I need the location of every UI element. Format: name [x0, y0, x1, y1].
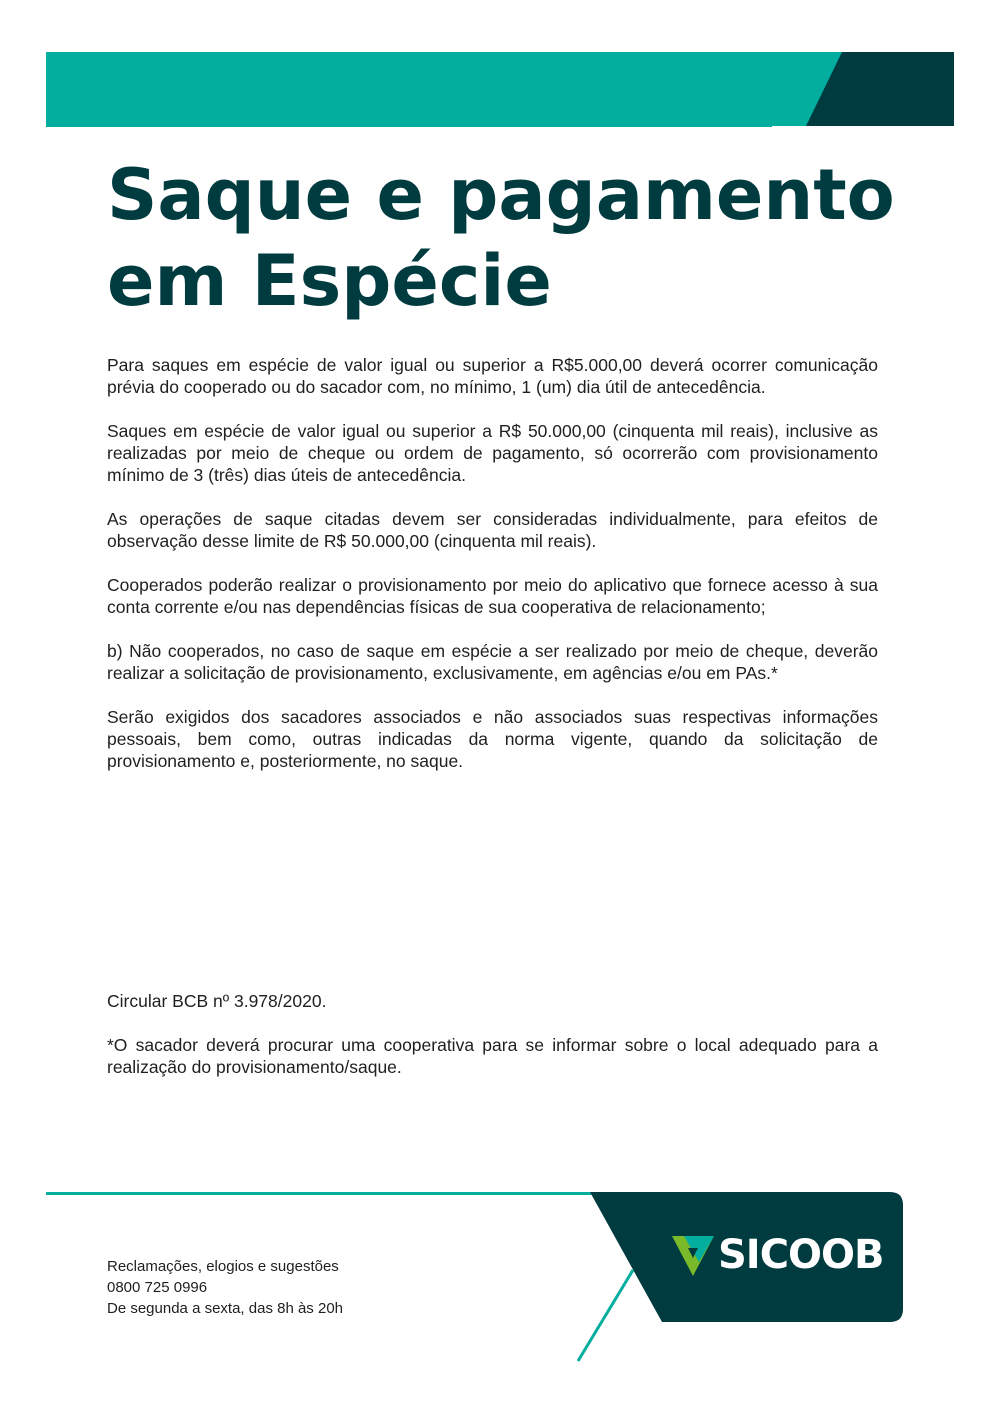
- footer-diagonal: [578, 1270, 633, 1361]
- contact-phone: 0800 725 0996: [107, 1279, 208, 1296]
- paragraph-4: Cooperados poderão realizar o provisionamento por meio do aplicativo que fornece acesso à sua conta corrente e/ou nas dependências físicas de sua cooperativa de relacionamento;: [107, 575, 878, 617]
- paragraph-6: Serão exigidos dos sacadores associados e não associados suas respectivas informações pessoais, bem como, outras indicadas da norma vigente, quando da solicitação de provisionamento e, posteriormente, no saque.: [107, 707, 878, 771]
- title-line-1: Saque e pagamento: [107, 154, 895, 236]
- header-underline: [46, 124, 772, 127]
- paragraph-5: b) Não cooperados, no caso de saque em espécie a ser realizado por meio de cheque, deverão realizar a solicitação de provisionamento, exclusivamente, em agências e/ou em PAs.*: [107, 641, 878, 683]
- logo-text: SICOOB: [718, 1232, 884, 1278]
- paragraph-3: As operações de saque citadas devem ser consideradas individualmente, para efeitos de observação desse limite de R$ 50.000,00 (cinquenta mil reais).: [107, 509, 878, 551]
- contact-hours: De segunda a sexta, das 8h às 20h: [107, 1300, 344, 1317]
- page-title: [107, 152, 907, 324]
- regulation-reference: Circular BCB nº 3.978/2020.: [107, 991, 327, 1011]
- sicoob-logo: [670, 1230, 884, 1280]
- contact-info: [107, 1256, 487, 1319]
- paragraph-1: Para saques em espécie de valor igual ou superior a R$5.000,00 deverá ocorrer comunicação prévia do cooperado ou do sacador com, no mínimo, 1 (um) dia útil de antecedência.: [107, 355, 878, 397]
- footnote: *O sacador deverá procurar uma cooperativa para se informar sobre o local adequado para a realização do provisionamento/saque.: [107, 1035, 878, 1077]
- contact-line-1: Reclamações, elogios e sugestões: [107, 1258, 339, 1275]
- header-dark-stripe: [46, 52, 954, 126]
- paragraph-2: Saques em espécie de valor igual ou superior a R$ 50.000,00 (cinquenta mil reais), inclusive as realizadas por meio de cheque ou ordem de pagamento, só ocorrerão com provisionamento mínimo de 3 (três) dias úteis de antecedência.: [107, 421, 878, 485]
- body-text: [107, 354, 878, 794]
- footer-line: [46, 1192, 601, 1195]
- notes-section: [107, 990, 878, 1100]
- sicoob-v-icon: [670, 1232, 716, 1278]
- title-line-2: em Espécie: [107, 240, 552, 322]
